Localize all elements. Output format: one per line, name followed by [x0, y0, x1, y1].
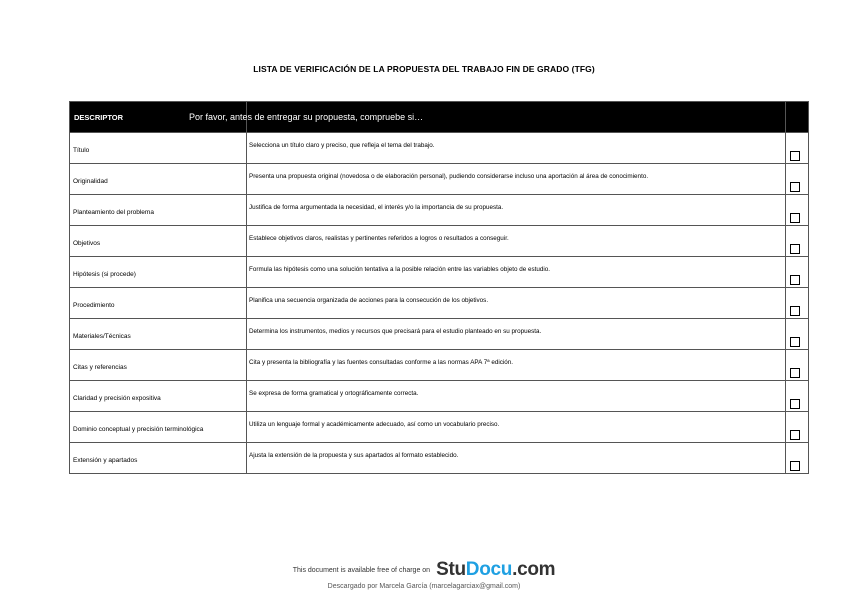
descriptor-cell — [70, 195, 247, 226]
criterion-text: Justifica de forma argumentada la necesidad, el interés y/o la importancia de su propuesta. — [249, 204, 504, 211]
checkbox-cell — [786, 381, 809, 412]
descriptor-cell — [70, 226, 247, 257]
descriptor-label: Citas y referencias — [73, 363, 127, 371]
descriptor-cell — [70, 288, 247, 319]
page-title: LISTA DE VERIFICACIÓN DE LA PROPUESTA DEL TRABAJO FIN DE GRADO (TFG) — [253, 64, 595, 74]
descriptor-cell — [70, 381, 247, 412]
checkbox[interactable] — [790, 368, 800, 378]
instruction-header — [189, 102, 786, 133]
footer-free-text: This document is available free of charge on — [292, 566, 431, 574]
table-header-row — [70, 102, 809, 133]
criterion-cell — [247, 288, 786, 319]
checkbox-cell — [786, 164, 809, 195]
criterion-cell — [247, 257, 786, 288]
checkbox-cell — [786, 350, 809, 381]
criterion-cell — [247, 133, 786, 164]
descriptor-cell — [70, 412, 247, 443]
descriptor-label: Título — [73, 146, 90, 154]
checklist-table — [69, 101, 809, 474]
descriptor-label: Materiales/Técnicas — [73, 332, 131, 340]
table-row — [70, 257, 809, 288]
criterion-text: Planifica una secuencia organizada de acciones para la consecución de los objetivos. — [249, 297, 489, 304]
logo-com-text: .com — [512, 559, 556, 580]
checkbox-cell — [786, 319, 809, 350]
table-row — [70, 226, 809, 257]
descriptor-label: Extensión y apartados — [73, 456, 138, 464]
checkbox-cell — [786, 226, 809, 257]
table-row — [70, 412, 809, 443]
criterion-cell — [247, 443, 786, 474]
descriptor-cell — [70, 443, 247, 474]
criterion-text: Ajusta la extensión de la propuesta y sus apartados al formato establecido. — [249, 452, 459, 459]
checkbox[interactable] — [790, 244, 800, 254]
checkbox[interactable] — [790, 275, 800, 285]
descriptor-label: Procedimiento — [73, 301, 115, 309]
checkbox[interactable] — [790, 461, 800, 471]
descriptor-label: Dominio conceptual y precisión terminológica — [73, 425, 204, 433]
criterion-text: Cita y presenta la bibliografía y las fuentes consultadas conforme a las normas APA 7ª edición. — [249, 359, 514, 366]
descriptor-label: Planteamiento del problema — [73, 208, 154, 216]
checkbox[interactable] — [790, 337, 800, 347]
checkbox[interactable] — [790, 430, 800, 440]
table-row — [70, 133, 809, 164]
descriptor-cell — [70, 319, 247, 350]
criterion-text: Formula las hipótesis como una solución tentativa a la posible relación entre las variables objeto de estudio. — [249, 266, 551, 273]
checkbox-cell — [786, 133, 809, 164]
criterion-text: Determina los instrumentos, medios y recursos que precisará para el estudio planteado en su propuesta. — [249, 328, 542, 335]
descriptor-cell — [70, 164, 247, 195]
descriptor-cell — [70, 350, 247, 381]
criterion-cell — [247, 226, 786, 257]
criterion-cell — [247, 350, 786, 381]
logo-docu-text: Docu — [465, 559, 513, 580]
table-row — [70, 288, 809, 319]
checkbox[interactable] — [790, 182, 800, 192]
descriptor-cell — [70, 257, 247, 288]
table-row — [70, 319, 809, 350]
criterion-text: Se expresa de forma gramatical y ortográficamente correcta. — [249, 390, 419, 397]
checkbox-column-header — [786, 102, 809, 133]
checkbox-cell — [786, 257, 809, 288]
descriptor-label: Hipótesis (si procede) — [73, 270, 136, 278]
criterion-cell — [247, 195, 786, 226]
checkbox[interactable] — [790, 306, 800, 316]
logo-stu-text: Stu — [436, 559, 466, 580]
table-row — [70, 443, 809, 474]
criterion-text: Presenta una propuesta original (novedosa o de elaboración personal), pudiendo considerarse incluso una aportación al área de conocimiento. — [249, 173, 649, 180]
checkbox-cell — [786, 195, 809, 226]
footer-studocu — [0, 559, 848, 581]
criterion-text: Establece objetivos claros, realistas y pertinentes referidos a logros o resultados a conseguir. — [249, 235, 509, 242]
descriptor-label: Claridad y precisión expositiva — [73, 394, 161, 402]
checkbox-cell — [786, 412, 809, 443]
footer-downloaded-by: Descargado por Marcela García (marcelagarciax@gmail.com) — [327, 583, 521, 590]
descriptor-label: Originalidad — [73, 177, 108, 185]
studocu-logo[interactable] — [436, 559, 555, 580]
descriptor-label: Objetivos — [73, 239, 101, 247]
criterion-cell — [247, 381, 786, 412]
table-row — [70, 195, 809, 226]
checkbox-cell — [786, 288, 809, 319]
criterion-text: Selecciona un título claro y preciso, que refleja el tema del trabajo. — [249, 142, 435, 149]
checkbox-cell — [786, 443, 809, 474]
criterion-cell — [247, 319, 786, 350]
checkbox[interactable] — [790, 151, 800, 161]
checklist-body — [70, 133, 809, 474]
table-row — [70, 164, 809, 195]
criterion-cell — [247, 164, 786, 195]
checkbox[interactable] — [790, 399, 800, 409]
table-row — [70, 350, 809, 381]
criterion-text: Utiliza un lenguaje formal y académicamente adecuado, así como un vocabulario preciso. — [249, 421, 500, 428]
descriptor-column-header: DESCRIPTOR — [70, 102, 247, 133]
instruction-header-text: Por favor, antes de entregar su propuesta, compruebe si… — [189, 112, 424, 122]
table-row — [70, 381, 809, 412]
criterion-cell — [247, 412, 786, 443]
descriptor-cell — [70, 133, 247, 164]
checkbox[interactable] — [790, 213, 800, 223]
